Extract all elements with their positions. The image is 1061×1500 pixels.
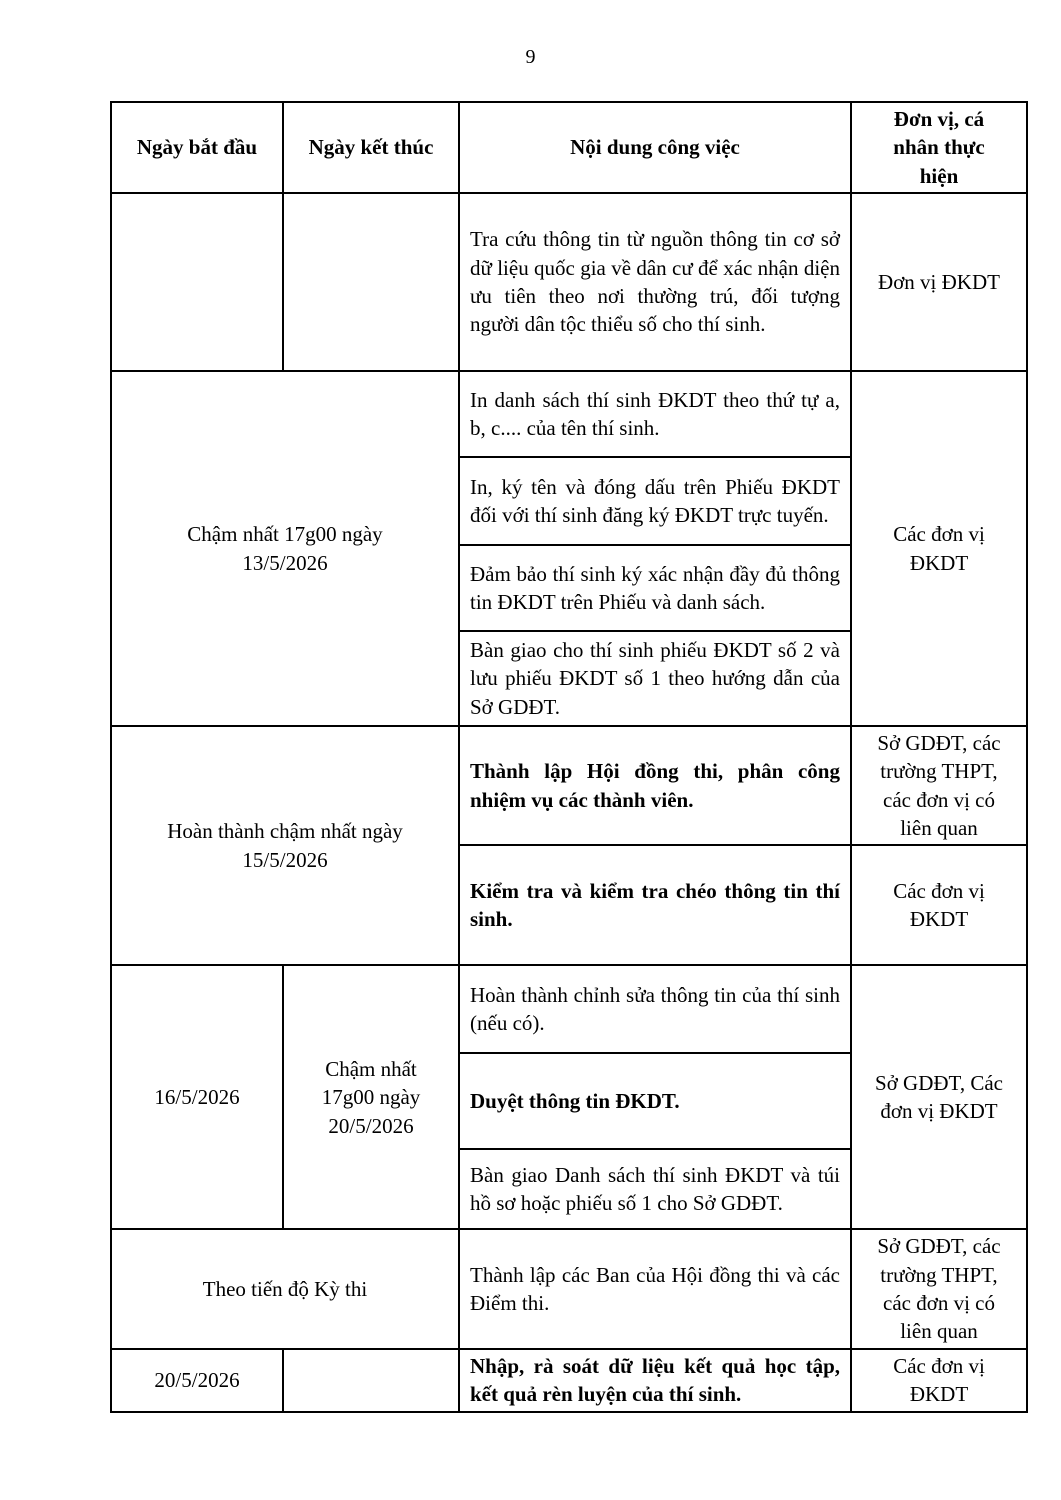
task-cell: Nhập, rà soát dữ liệu kết quả học tập, kết quả rèn luyện của thí sinh. [459, 1349, 851, 1412]
unit-text: Sở GDĐT, Các đơn vị ĐKDT [875, 1071, 1003, 1124]
task-cell: Bàn giao cho thí sinh phiếu ĐKDT số 2 và lưu phiếu ĐKDT số 1 theo hướng dẫn của Sở GDĐT. [459, 631, 851, 726]
table-row [111, 726, 1027, 845]
task-cell: Thành lập Hội đồng thi, phân công nhiệm vụ các thành viên. [459, 726, 851, 845]
start-date-cell: 16/5/2026 [111, 965, 283, 1229]
page-number: 9 [525, 46, 536, 68]
task-cell: Duyệt thông tin ĐKDT. [459, 1053, 851, 1149]
header-row [111, 102, 1027, 193]
header-start-date: Ngày bắt đầu [111, 102, 283, 193]
unit-cell [851, 726, 1027, 845]
end-date-cell [283, 965, 459, 1229]
task-cell: Đảm bảo thí sinh ký xác nhận đầy đủ thông tin ĐKDT trên Phiếu và danh sách. [459, 545, 851, 631]
table-row [111, 193, 1027, 371]
header-unit [851, 102, 1027, 193]
task-cell: Tra cứu thông tin từ nguồn thông tin cơ sở dữ liệu quốc gia về dân cư để xác nhận diện ưu tiên theo nơi thường trú, đối tượng người dân tộc thiểu số cho thí sinh. [459, 193, 851, 371]
unit-text: Sở GDĐT, các trường THPT, các đơn vị có liên quan [877, 1234, 1001, 1344]
task-cell: Kiểm tra và kiểm tra chéo thông tin thí sinh. [459, 845, 851, 965]
unit-text: Các đơn vị ĐKDT [893, 522, 985, 575]
date-cell [111, 726, 459, 965]
work-schedule-table [110, 101, 1028, 1413]
table-row [111, 1349, 1027, 1412]
unit-cell [851, 1349, 1027, 1412]
unit-cell [851, 1229, 1027, 1348]
date-text: Chậm nhất 17g00 ngày 13/5/2026 [187, 522, 383, 575]
header-end-date: Ngày kết thúc [283, 102, 459, 193]
end-date-cell [283, 193, 459, 371]
task-cell: In, ký tên và đóng dấu trên Phiếu ĐKDT đối với thí sinh đăng ký ĐKDT trực tuyến. [459, 457, 851, 545]
date-cell: Theo tiến độ Kỳ thi [111, 1229, 459, 1348]
task-cell: Bàn giao Danh sách thí sinh ĐKDT và túi hồ sơ hoặc phiếu số 1 cho Sở GDĐT. [459, 1149, 851, 1229]
task-cell: In danh sách thí sinh ĐKDT theo thứ tự a, b, c.... của tên thí sinh. [459, 371, 851, 457]
unit-cell [851, 193, 1027, 371]
header-task: Nội dung công việc [459, 102, 851, 193]
date-text: Hoàn thành chậm nhất ngày 15/5/2026 [167, 819, 403, 872]
unit-text: Đơn vị ĐKDT [878, 269, 1000, 294]
start-date-cell: 20/5/2026 [111, 1349, 283, 1412]
task-cell: Hoàn thành chỉnh sửa thông tin của thí sinh (nếu có). [459, 965, 851, 1053]
date-cell [111, 371, 459, 726]
start-date-cell [111, 193, 283, 371]
table-row [111, 371, 1027, 457]
table-row [111, 1229, 1027, 1348]
task-cell: Thành lập các Ban của Hội đồng thi và các Điểm thi. [459, 1229, 851, 1348]
unit-cell [851, 845, 1027, 965]
unit-text: Sở GDĐT, các trường THPT, các đơn vị có liên quan [877, 731, 1001, 841]
unit-text: Các đơn vị ĐKDT [893, 1353, 985, 1407]
unit-cell [851, 371, 1027, 726]
date-text: Chậm nhất 17g00 ngày 20/5/2026 [321, 1056, 421, 1138]
header-unit-label: Đơn vị, cá nhân thực hiện [893, 107, 985, 188]
unit-cell [851, 965, 1027, 1229]
end-date-cell [283, 1349, 459, 1412]
table-row [111, 965, 1027, 1053]
unit-text: Các đơn vị ĐKDT [893, 879, 985, 932]
